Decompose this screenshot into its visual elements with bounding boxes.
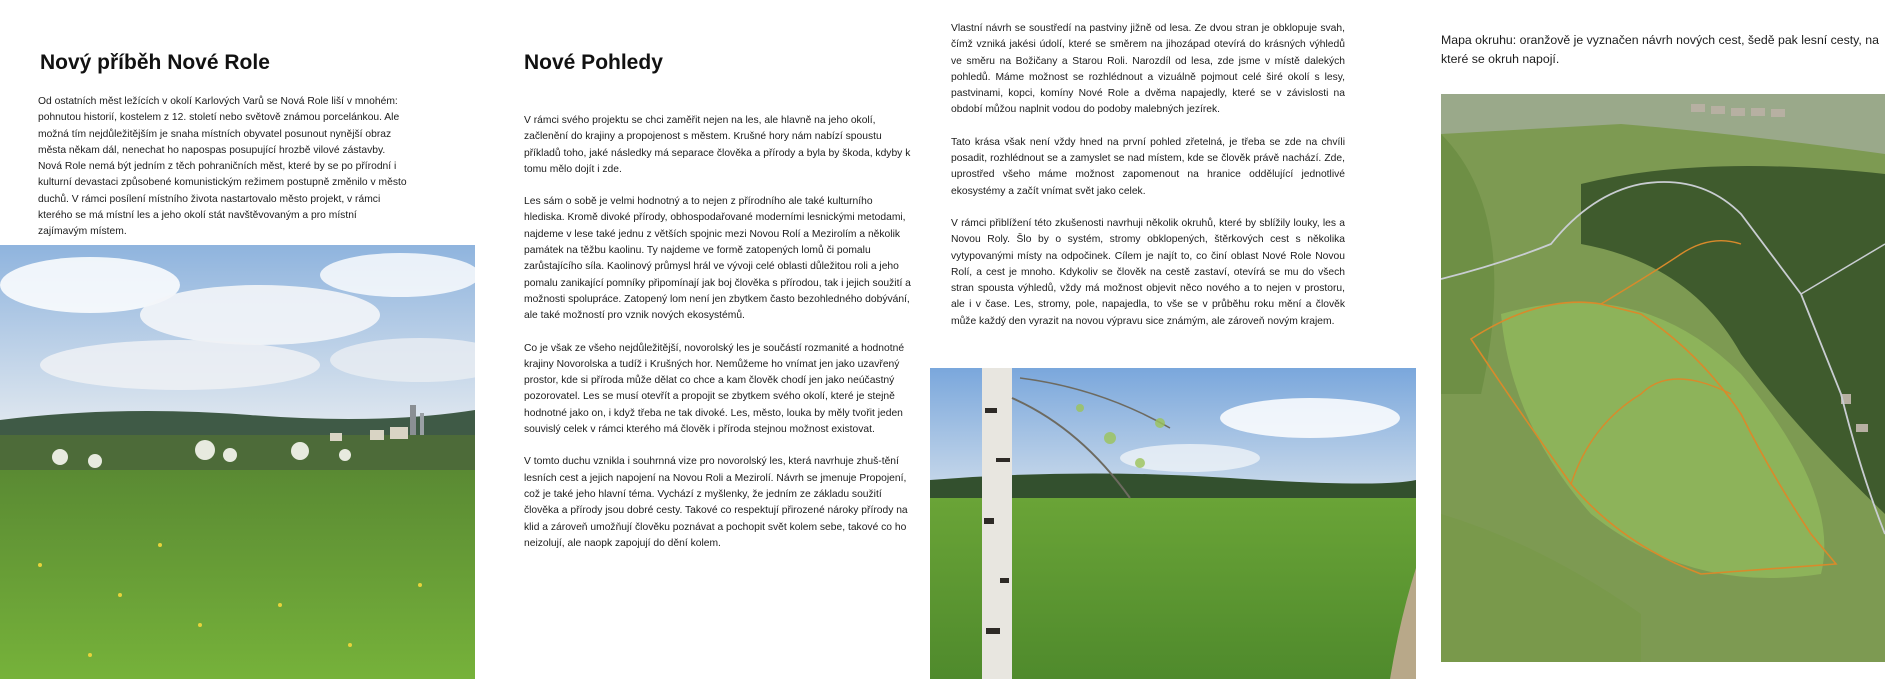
- section-body: [951, 21, 1345, 346]
- section-body: [524, 113, 916, 568]
- paragraph: Co je však ze všeho nejdůležitější, novorolský les je součástí rozmanité a hodnotné krajiny Novorolska a tudíž i Krušných hor. Nemůžeme ho vnímat jen jako uzavřený prostor, kde si příroda může dělat co chce a kam člověk chodí jen jako neúčastný pozorovatel. Les se musí otevřít a propojit se zbytkem svého okolí, které je stejně hodnotné jako on, i když třeba ne tak divoké. Les, město, louka by měly tvořit jeden souvislý celek v rámci kterého má člověk i příroda stejnou možnost existovat.: [524, 342, 905, 436]
- paragraph: V rámci přiblížení této zkušenosti navrhuji několik okruhů, které by sblížily louky, les a Novou Roly. Šlo by o systém, stromy obklopených, štěrkových cest s několika vytypovanými místy na odpočinek. Cílem je najít to, co činí oblast Nové Role Novou Rolí, a cest je mnoho. Kdykoliv se člověk na cestě zastaví, otevírá se mu do všech stran spousta výhledů, vždy má možnost objevit něco nového a to nejen v prostoru, ale i v čase. Les, stromy, pole, napajedla, to vše se v průběhu roku mění a člověk může každý den vyrazit na novou výpravu sice známým, ale zároveň novým krajem.: [951, 217, 1345, 327]
- paragraph: Vlastní návrh se soustředí na pastviny jižně od lesa. Ze dvou stran je obklopuje svah, čímž vzniká jakési údolí, které se směrem na jihozápad otevírá do krásných výhledů ve směru na Božičany a Starou Roli. Narozdíl od lesa, zde jsme v místě dalekých pohledů. Máme možnost se rozhlédnout a vizuálně pojmout celé širé okolí s lesy, pastvinami, kopci, komíny Nové Role a dvěma napajedly, které se v závislosti na období můžou naplnit vodou do podoby malebných jezírek.: [951, 23, 1345, 116]
- section-navrh: [930, 0, 1415, 679]
- section-novy-pribeh: [0, 0, 475, 679]
- birch-photo: [930, 368, 1416, 679]
- landscape-photo: [0, 245, 475, 679]
- paragraph: Les sám o sobě je velmi hodnotný a to nejen z přírodního ale také kulturního hlediska. Kromě divoké přírody, obhospodařované moderními lesnickými metodami, najdeme v lese také jednu z větších spojnic mezi Novou Rolí a Mezirolím a několik památek na těžbu kaolinu. Ty najdeme ve formě zatopených lomů či pomalu zarůstajícího síla. Kaolinový průmysl hrál ve vývoji celé oblasti důležitou roli a jeho pomalu zanikající pomníky připomínají jak boj člověka s přírodou, tak i jejich soužití a možnosti spolupráce. Zatopený lom není jen zbytkem často bezohledného dobývání, ale také možností pro vznik nových ekosystémů.: [524, 196, 911, 322]
- map-caption: Mapa okruhu: oranžově je vyznačen návrh nových cest, šedě pak lesní cesty, na které se okruh napojí.: [1441, 33, 1879, 66]
- paragraph: Tato krása však není vždy hned na první pohled zřetelná, je třeba se zde na chvíli posadit, rozhlédnout se a zamyslet se nad místem, kde se člověk právě nachází. Zde, uprostřed všeho máme možnost zapomenout na hranice oddělující jednotlivé ekosystémy a začít vnímat svět jako celek.: [951, 136, 1345, 197]
- section-body: [38, 94, 408, 257]
- section-nove-pohledy: [475, 0, 930, 679]
- section-mapa: [1415, 0, 1900, 679]
- birch-tree-meadow-photo-icon: [930, 368, 1416, 679]
- aerial-map-photo-icon: [1441, 94, 1885, 662]
- paragraph: V rámci svého projektu se chci zaměřit nejen na les, ale hlavně na jeho okolí, začlenění do krajiny a propojenost s městem. Krušné hory nám nabízí spoustu příkladů toho, jaké následky má separace člověka a přírody a byla by škoda, kdyby k tomu mělo dojít i zde.: [524, 115, 911, 175]
- landscape-photo-meadow-town-icon: [0, 245, 475, 679]
- paragraph: Od ostatních měst ležících v okolí Karlových Varů se Nová Role liší v mnohém: pohnutou historií, kostelem z 12. století nebo světově známou porcelánkou. Ale možná tím nejdůležitějším je snaha místních obyvatel posunout nynější obraz města někam dál, nenechat ho napospas posupující hrozbě vilové zástavby. Nová Role nemá být jedním z těch pohraničních měst, které by se po přírodní i kulturní devastaci způsobené komunistickým režimem postupně změnilo v město duchů. V rámci posílení místního života nastartovalo město projekt, v rámci kterého se má místní les a jeho okolí stát navštěvovaným a pro místní zajímavým místem.: [38, 96, 407, 238]
- section-title: Nové Pohledy: [524, 51, 663, 74]
- section-title: Nový příběh Nové Role: [40, 51, 270, 74]
- aerial-map: [1441, 94, 1885, 662]
- paragraph: V tomto duchu vznikla i souhrnná vize pro novorolský les, která navrhuje zhuš-tění lesních cest a jejich napojení na Novou Roli a Mezirolí. Návrh se jmenuje Propojení, což je také jeho hlavní téma. Vychází z myšlenky, že jedním ze základu soužití člověka a přírody jsou dobré cesty. Takové co respektují přirozené nároky přírody na klid a zároveň umožňují člověku poznávat a pochopit svět kolem sebe, takové co ho neizolují, ale naopk zapojují do dění kolem.: [524, 456, 908, 549]
